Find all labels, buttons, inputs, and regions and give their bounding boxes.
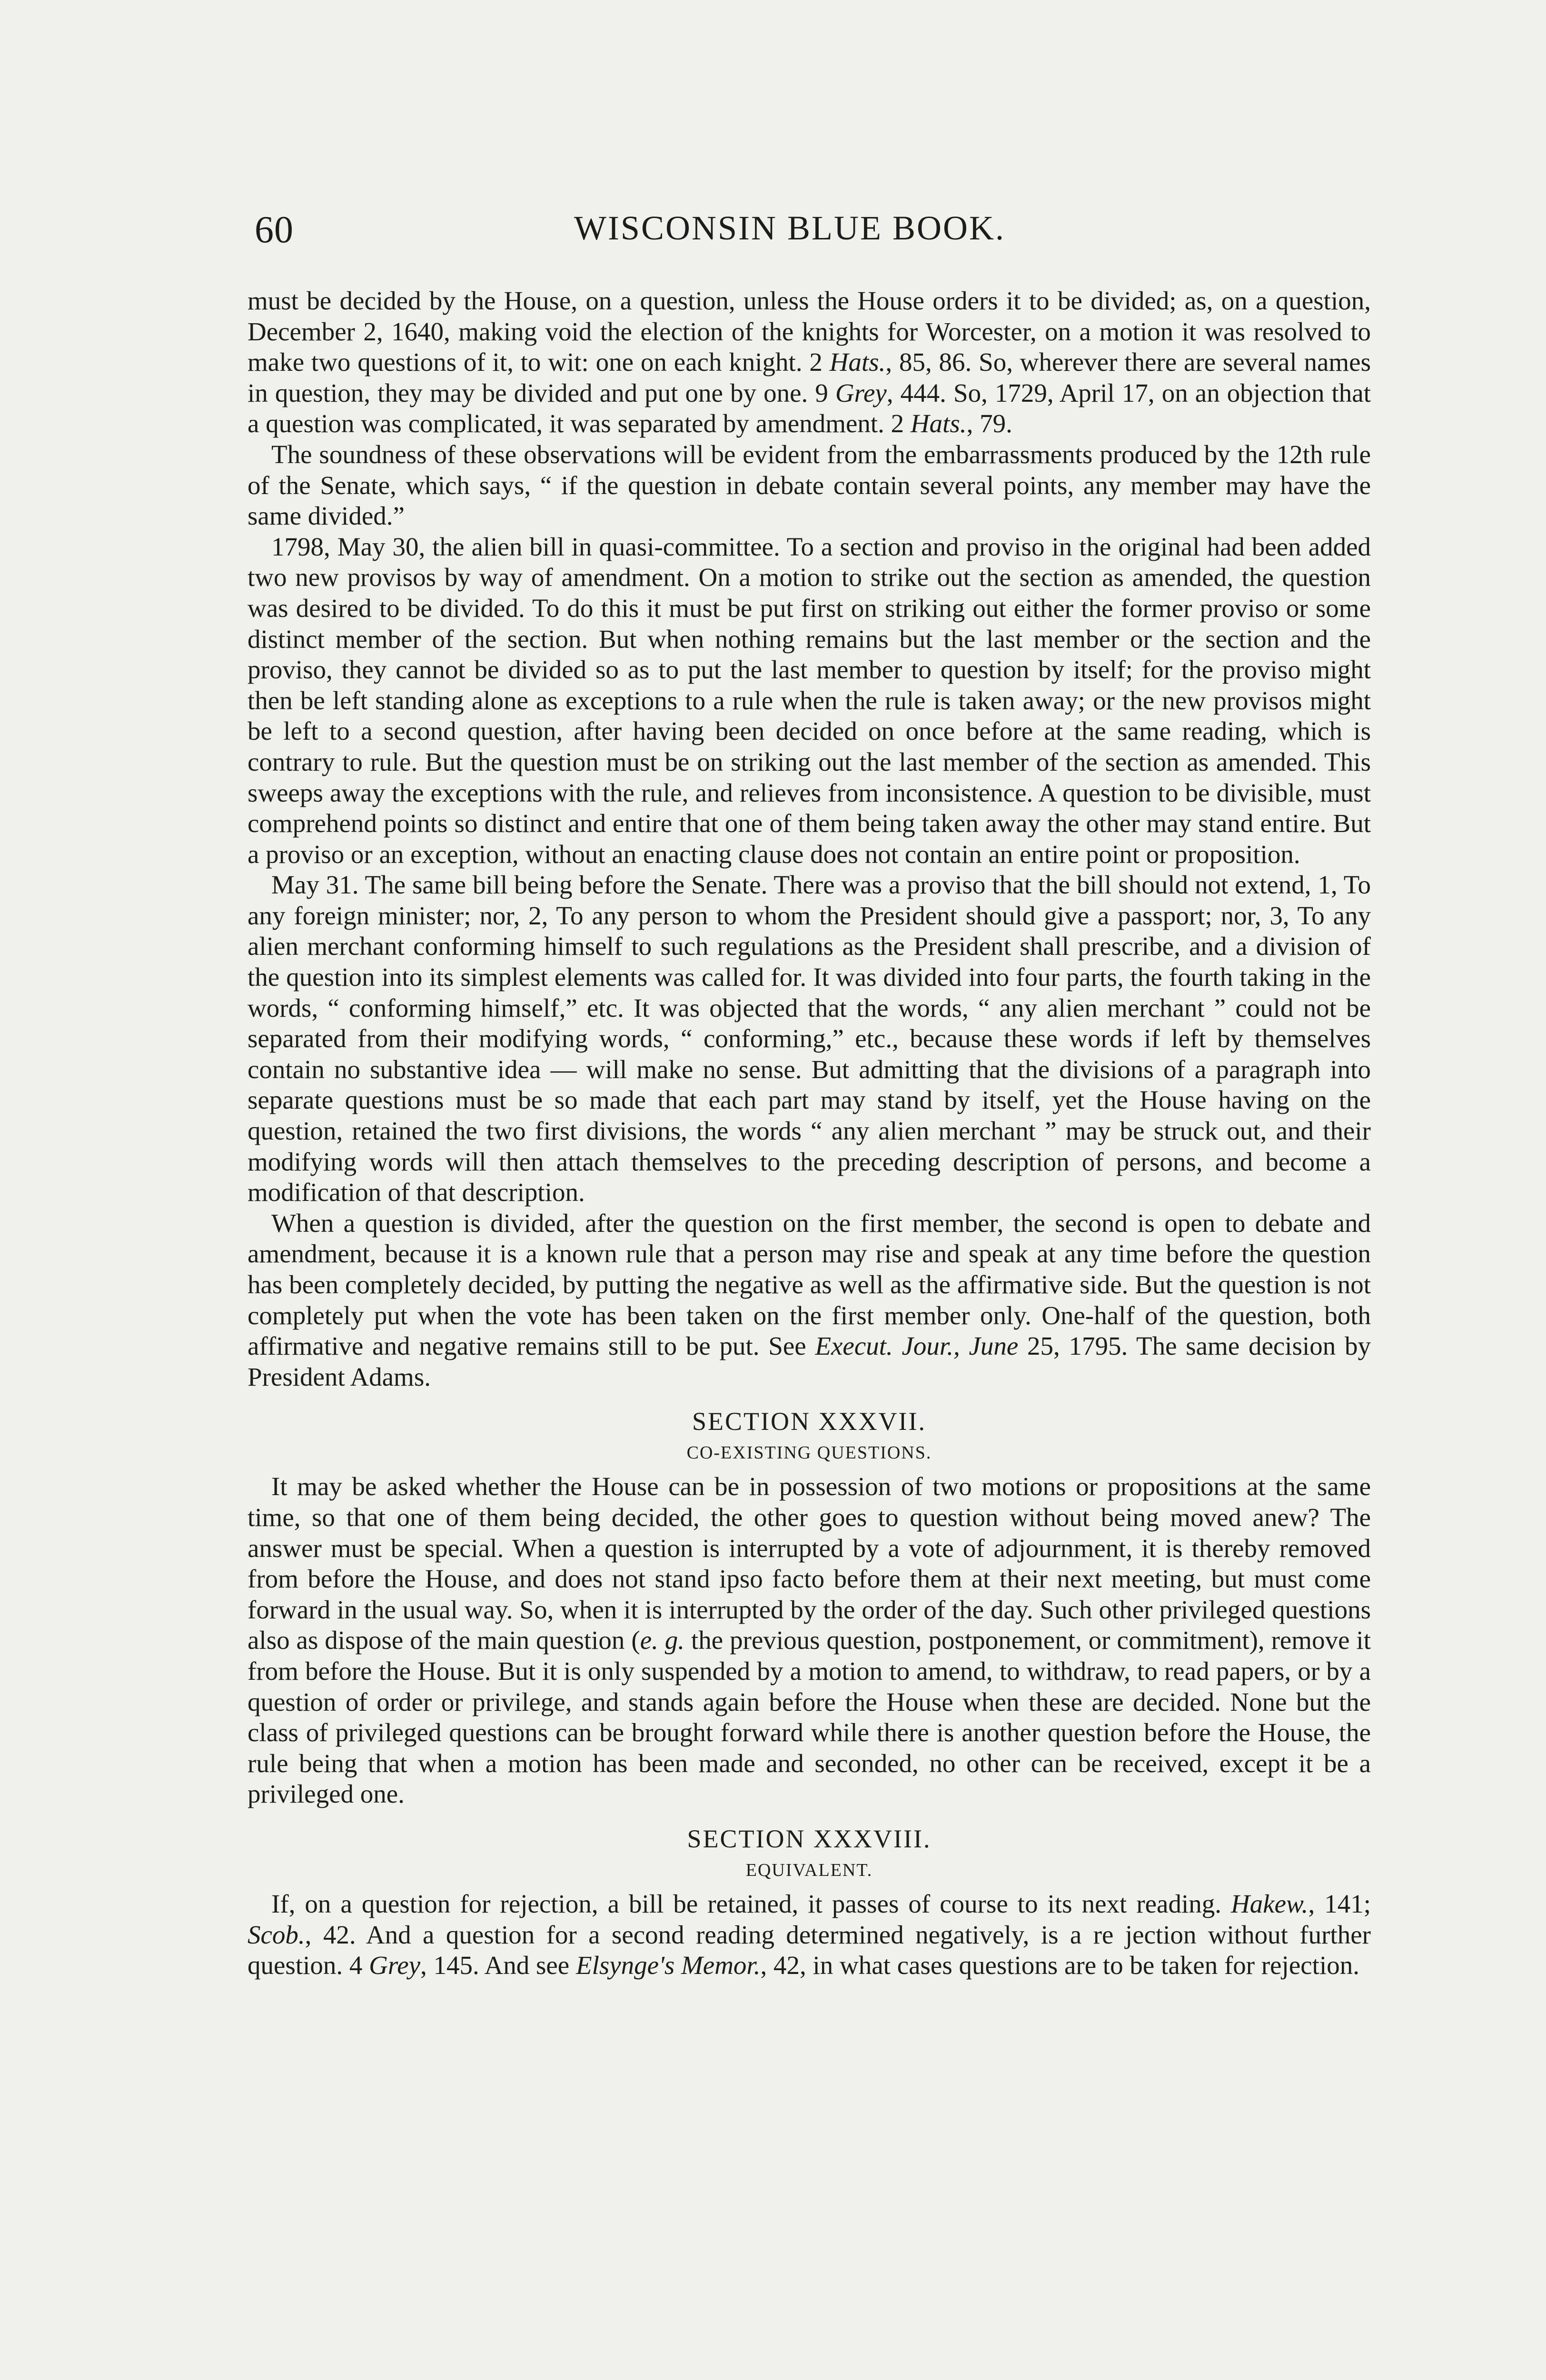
text-run: , 42, in what cases questions are to be taken for rejection. xyxy=(760,1951,1359,1980)
page-body xyxy=(248,286,1371,1981)
italic-citation: Grey xyxy=(369,1951,421,1980)
italic-citation: Execut. Jour., June xyxy=(815,1331,1019,1361)
page-number: 60 xyxy=(255,209,294,251)
text-run: If, on a question for rejection, a bill be retained, it passes of course to its next reading. xyxy=(271,1889,1231,1918)
italic-citation: Hakew. xyxy=(1231,1889,1308,1918)
text-run: May 31. The same bill being before the Senate. There was a proviso that the bill should not extend, 1, To any foreign minister; nor, 2, To any person to whom the President should give a passport; nor, 3, To any alien merchant conforming himself to such regulations as the President shall prescribe, and a division of the question into its simplest elements was called for. It was divided into four parts, the fourth taking in the words, “ conforming himself,” etc. It was objected that the words, “ any alien merchant ” could not be separated from their modifying words, “ conforming,” etc., because these words if left by themselves contain no substantive idea — will make no sense. But admitting that the divisions of a paragraph into separate questions must be so made that each part may stand by itself, yet the House having on the question, retained the two first divisions, the words “ any alien merchant ” may be struck out, and their modifying words will then attach themselves to the preceding description of persons, and become a modification of that description. xyxy=(248,870,1371,1207)
section-title: SECTION XXXVII. xyxy=(692,1407,926,1436)
paragraph xyxy=(248,1889,1371,1981)
section-subtitle: EQUIVALENT. xyxy=(745,1860,873,1880)
text-run: , 85, 86. So, wherever there are several names in question, they may be divided and put one by one. 9 xyxy=(248,347,1371,407)
text-run: The soundness of these observations will be evident from the embarrassments produced by the 12th rule of the Senate, which says, “ if the question in debate contain several points, any member may have the same divided.” xyxy=(248,439,1371,531)
section-subtitle: CO-EXISTING QUESTIONS. xyxy=(686,1443,932,1463)
text-run: , 79. xyxy=(966,409,1012,438)
text-run: , 141; xyxy=(1308,1889,1371,1918)
paragraph xyxy=(248,439,1371,532)
paragraph xyxy=(248,286,1371,439)
paragraph xyxy=(248,532,1371,870)
italic-citation: Grey xyxy=(835,378,887,407)
paragraph xyxy=(248,1208,1371,1393)
section-title: SECTION XXXVIII. xyxy=(687,1824,932,1853)
text-run: 1798, May 30, the alien bill in quasi-committee. To a section and proviso in the original had been added two new provisos by way of amendment. On a motion to strike out the section as amended, the question was desired to be divided. To do this it must be put first on striking out either the former proviso or some distinct member of the section. But when nothing remains but the last member or the section and the proviso, they cannot be divided so as to put the last member to question by itself; for the proviso might then be left standing alone as exceptions to a rule when the rule is taken away; or the new provisos might be left to a second question, after having been decided on once before at the same reading, which is contrary to rule. But the question must be on striking out the last member of the section as amended. This sweeps away the exceptions with the rule, and relieves from inconsistence. A question to be divisible, must comprehend points so distinct and entire that one of them being taken away the other may stand entire. But a proviso or an exception, without an enacting clause does not contain an entire point or proposition. xyxy=(248,532,1371,869)
italic-citation: Hats. xyxy=(910,409,967,438)
text-run: , 42. And a question for a second reading determined negatively, is a re jection without further question. 4 xyxy=(248,1920,1371,1980)
running-title: WISCONSIN BLUE BOOK. xyxy=(574,209,1005,247)
text-run: When a question is divided, after the question on the first member, the second is open to debate and amendment, because it is a known rule that a person may rise and speak at any time before the question has been completely decided, by putting the negative as well as the affirmative side. But the question is not completely put when the vote has been taken on the first member only. One-half of the question, both affirmative and negative remains still to be put. See xyxy=(248,1208,1371,1361)
italic-citation: Hats. xyxy=(829,347,886,377)
paragraph xyxy=(248,1471,1371,1810)
paragraph xyxy=(248,870,1371,1208)
italic-citation: Elsynge's Memor. xyxy=(575,1951,761,1980)
text-run: the previous question, postponement, or commitment), remove it from before the House. But it is only suspended by a motion to amend, to withdraw, to read papers, or by a question of order or privilege, and stands again before the House when these are decided. None but the class of privileged questions can be brought forward while there is another question before the House, the rule being that when a motion has been made and seconded, no other can be received, except it be a privileged one. xyxy=(248,1626,1371,1809)
italic-citation: Scob. xyxy=(248,1920,305,1949)
text-run: It may be asked whether the House can be in possession of two motions or propositions at the same time, so that one of them being decided, the other goes to question without being moved anew? The answer must be special. When a question is interrupted by a vote of adjournment, it is thereby removed from before the House, and does not stand ipso facto before them at their next meeting, but must come forward in the usual way. So, when it is interrupted by the order of the day. Such other privileged questions also as dispose of the main question ( xyxy=(248,1472,1371,1655)
text-run: , 145. And see xyxy=(420,1951,576,1980)
text-run: 25, 1795. The same decision by President Adams. xyxy=(248,1331,1371,1391)
text-run: , 444. So, 1729, April 17, on an objection that a question was complicated, it was separated by amendment. 2 xyxy=(248,378,1371,438)
italic-citation: e. g. xyxy=(640,1626,685,1655)
text-run: must be decided by the House, on a question, unless the House orders it to be divided; as, on a question, December 2, 1640, making void the election of the knights for Worcester, on a motion it was resolved to make two questions of it, to wit: one on each knight. 2 xyxy=(248,286,1371,377)
